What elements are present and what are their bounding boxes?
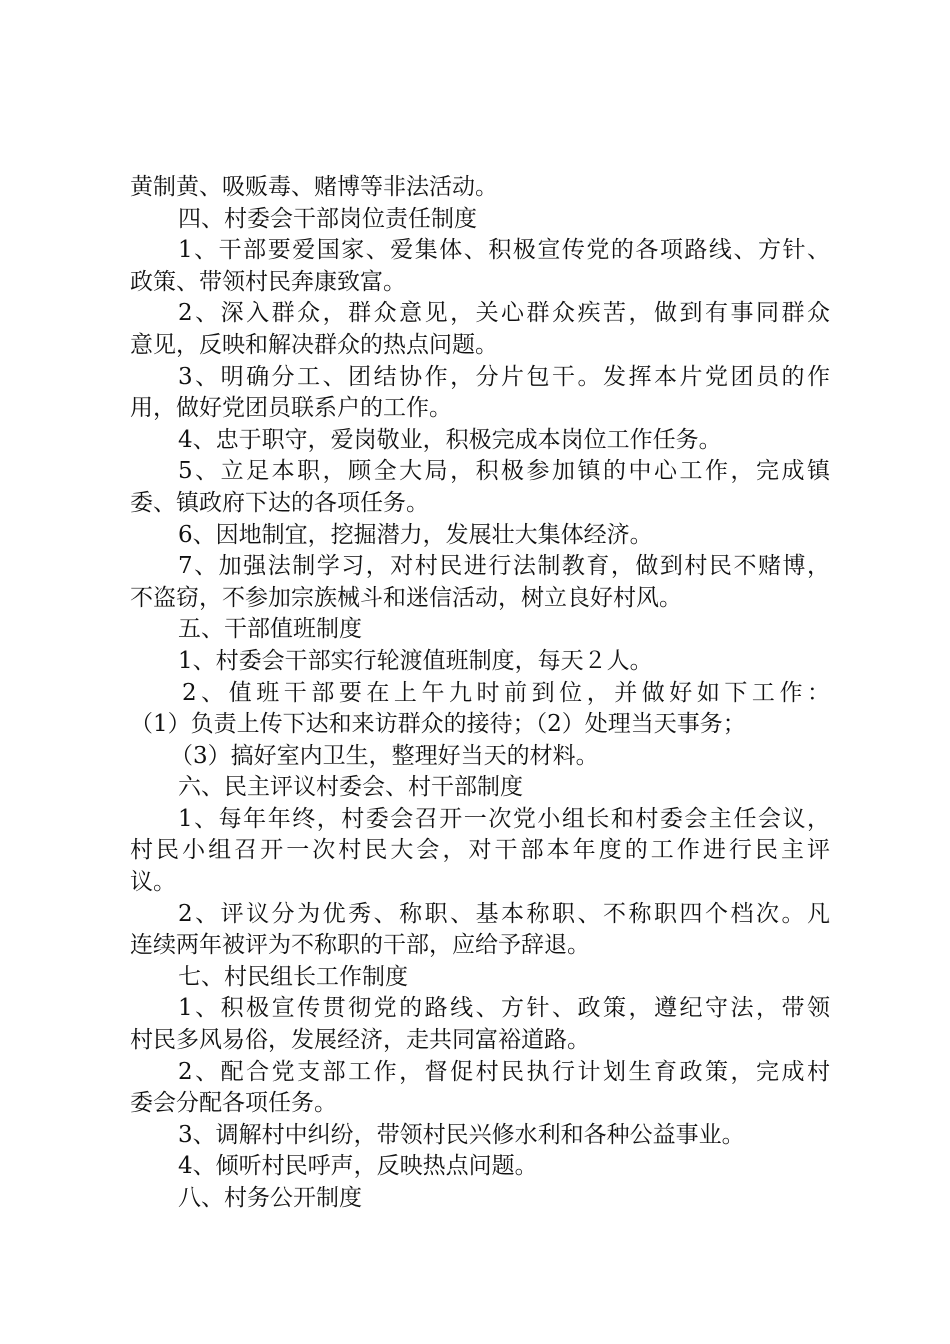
text-line: 议。 — [130, 869, 176, 896]
text-line: 2、评议分为优秀、称职、基本称职、不称职四个档次。凡 — [178, 900, 830, 927]
text-line: 2、深入群众，群众意见，关心群众疾苦，做到有事同群众 — [178, 300, 830, 327]
section-heading: 四、村委会干部岗位责任制度 — [178, 205, 477, 232]
text-line: （3）搞好室内卫生，整理好当天的材料。 — [170, 742, 599, 769]
text-line: 5、立足本职，顾全大局，积极参加镇的中心工作，完成镇 — [178, 458, 830, 485]
text-line: 2、值班干部要在上午九时前到位，并做好如下工作： — [182, 679, 830, 706]
text-line: 1、积极宣传贯彻党的路线、方针、政策，遵纪守法，带领 — [178, 995, 830, 1022]
text-line: 村民小组召开一次村民大会，对干部本年度的工作进行民主评 — [130, 837, 830, 864]
text-line: 3、明确分工、团结协作，分片包干。发挥本片党团员的作 — [178, 363, 830, 390]
text-line: 委会分配各项任务。 — [130, 1090, 337, 1117]
text-line: 3、调解村中纠纷，带领村民兴修水利和各种公益事业。 — [178, 1121, 745, 1148]
section-heading: 七、村民组长工作制度 — [178, 963, 408, 990]
text-line: 2、配合党支部工作，督促村民执行计划生育政策，完成村 — [178, 1058, 830, 1085]
text-line: 1、村委会干部实行轮渡值班制度，每天２人。 — [178, 647, 653, 674]
text-line: 政策、带领村民奔康致富。 — [130, 268, 406, 295]
text-line: 黄制黄、吸贩毒、赌博等非法活动。 — [130, 174, 498, 200]
section-heading: 六、民主评议村委会、村干部制度 — [178, 774, 523, 801]
text-line: 6、因地制宜，挖掘潜力，发展壮大集体经济。 — [178, 521, 653, 548]
text-line: 村民多风易俗，发展经济，走共同富裕道路。 — [130, 1027, 590, 1054]
text-line: 1、每年年终，村委会召开一次党小组长和村委会主任会议， — [178, 805, 830, 832]
text-line: 7、加强法制学习，对村民进行法制教育，做到村民不赌博， — [178, 553, 830, 580]
text-line: 用，做好党团员联系户的工作。 — [130, 395, 452, 422]
text-line: 意见，反映和解决群众的热点问题。 — [130, 331, 498, 358]
text-line: 连续两年被评为不称职的干部，应给予辞退。 — [130, 932, 590, 959]
document-page — [130, 172, 830, 1215]
text-line: 不盗窃，不参加宗族械斗和迷信活动，树立良好村风。 — [130, 584, 682, 611]
text-line: 4、忠于职守，爱岗敬业，积极完成本岗位工作任务。 — [178, 426, 722, 453]
section-heading: 五、干部值班制度 — [178, 616, 362, 643]
text-line: 1、干部要爱国家、爱集体、积极宣传党的各项路线、方针、 — [178, 237, 830, 264]
section-heading: 八、村务公开制度 — [178, 1185, 362, 1211]
text-line: 委、镇政府下达的各项任务。 — [130, 489, 429, 516]
text-line: 4、倾听村民呼声，反映热点问题。 — [178, 1153, 538, 1180]
text-line: （1）负责上传下达和来访群众的接待；（2）处理当天事务； — [130, 711, 746, 738]
